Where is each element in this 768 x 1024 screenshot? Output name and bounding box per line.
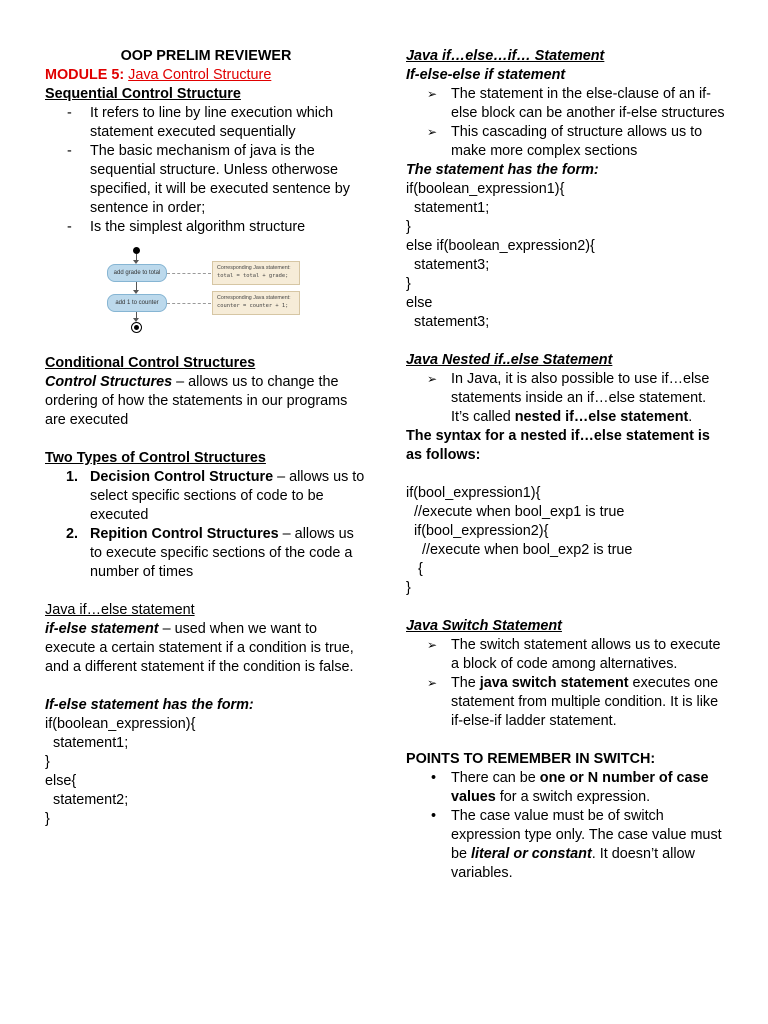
list-item: ➢ The java switch statement executes one statement from multiple condition. It is like if-else-if ladder statement.: [427, 675, 719, 729]
if-else-if-heading: Java if…else…if… Statement: [406, 48, 605, 64]
list-item: ➢ The switch statement allows us to execute a block of code among alternatives.: [427, 637, 721, 672]
bullet-icon: •: [431, 770, 437, 786]
list-item: 2. Repition Control Structures – allows us to execute specific sections of the code a number of times: [66, 526, 354, 580]
list-item: ➢ In Java, it is also possible to use if…else statements inside an if…else statement. It’s called nested if…else statement.: [427, 371, 710, 425]
switch-heading: Java Switch Statement: [406, 618, 562, 634]
conditional-heading: Conditional Control Structures: [45, 355, 256, 371]
arrow-bullet-icon: ➢: [427, 125, 438, 139]
arrow-bullet-icon: ➢: [427, 372, 438, 386]
sequential-list: [45, 104, 367, 237]
if-else-definition: if-else statement – used when we want to execute a certain statement if a condition is true, and a different statement if the condition is false.: [45, 621, 354, 675]
module-name: Java Control Structure: [128, 67, 272, 83]
activity-node-add-grade: add grade to total: [107, 264, 167, 282]
right-column: [406, 47, 728, 883]
module-heading: [45, 66, 367, 85]
if-else-heading: Java if…else statement: [45, 602, 195, 618]
arrow-bullet-icon: ➢: [427, 87, 438, 101]
list-item: - It refers to line by line execution which statement executed sequentially: [67, 105, 334, 140]
if-else-form-heading: If-else statement has the form:: [45, 697, 254, 713]
if-else-if-list: [406, 85, 728, 161]
sequential-heading: Sequential Control Structure: [45, 86, 241, 102]
list-item: • There can be one or N number of case values for a switch expression.: [431, 770, 709, 805]
note-total: Corresponding Java statement: total = total + grade;: [212, 261, 300, 285]
list-item: ➢ The statement in the else-clause of an if-else block can be another if-else structures: [427, 86, 725, 121]
activity-node-add-counter: add 1 to counter: [107, 294, 167, 312]
note-counter: Corresponding Java statement: counter = counter + 1;: [212, 291, 300, 315]
switch-list: [406, 636, 728, 731]
list-item: - The basic mechanism of java is the sequential structure. Unless otherwose specified, it will be executed sentence by sentence in order;: [67, 143, 350, 216]
end-node-icon: [131, 322, 142, 333]
points-list: [406, 769, 728, 883]
list-item: • The case value must be of switch expression type only. The case value must be literal or constant. It doesn’t allow variables.: [431, 808, 722, 881]
page-title: OOP PRELIM REVIEWER: [120, 48, 292, 64]
if-else-if-code: if(boolean_expression1){ statement1; } else if(boolean_expression2){ statement3; } else statement3;: [406, 181, 595, 330]
arrow-bullet-icon: ➢: [427, 676, 438, 690]
bullet-icon: •: [431, 808, 437, 824]
start-node-icon: [133, 247, 140, 254]
if-else-code: if(boolean_expression){ statement1; } else{ statement2; }: [45, 716, 196, 827]
left-column: [45, 47, 367, 829]
module-label: MODULE 5:: [45, 67, 125, 83]
arrow-bullet-icon: ➢: [427, 638, 438, 652]
list-item: ➢ This cascading of structure allows us to make more complex sections: [427, 124, 703, 159]
list-item: 1. Decision Control Structure – allows us to select specific sections of code to be executed: [66, 469, 365, 523]
conditional-definition: Control Structures – allows us to change the ordering of how the statements in our programs are executed: [45, 374, 348, 428]
nested-syntax-heading: The syntax for a nested if…else statement is as follows:: [406, 428, 710, 463]
two-types-list: [45, 468, 367, 582]
two-types-heading: Two Types of Control Structures: [45, 450, 266, 466]
points-heading: POINTS TO REMEMBER IN SWITCH:: [406, 751, 656, 767]
sequence-diagram: [107, 247, 307, 333]
nested-heading: Java Nested if..else Statement: [406, 352, 613, 368]
if-else-if-subheading: If-else-else if statement: [406, 67, 566, 83]
nested-list: [406, 370, 728, 427]
list-item: - Is the simplest algorithm structure: [67, 219, 306, 235]
if-else-if-form-heading: The statement has the form:: [406, 162, 599, 178]
nested-code: if(bool_expression1){ //execute when bool_exp1 is true if(bool_expression2){ //execute when bool_exp2 is true { }: [406, 485, 633, 596]
